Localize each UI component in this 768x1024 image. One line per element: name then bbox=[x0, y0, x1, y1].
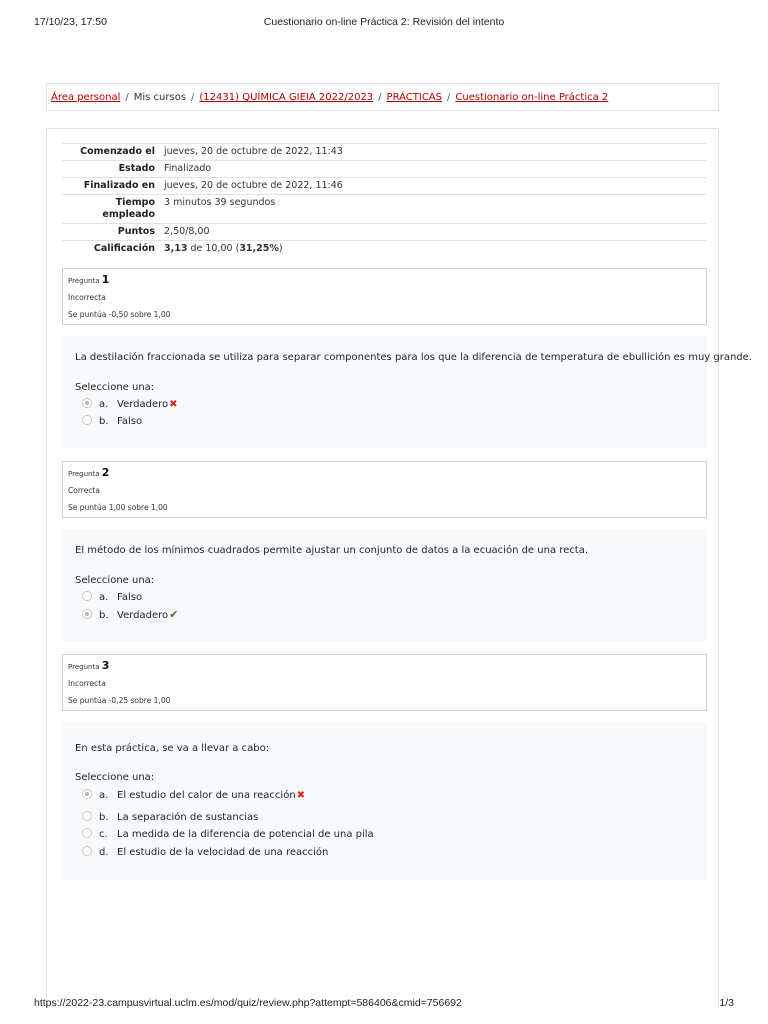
print-datetime: 17/10/23, 17:50 bbox=[34, 16, 107, 28]
answer-option[interactable] bbox=[82, 591, 142, 605]
time-label-line-1: Tiempo bbox=[115, 197, 155, 208]
answer-prompt: Seleccione una: bbox=[75, 575, 155, 586]
breadcrumb-separator: / bbox=[191, 92, 195, 103]
breadcrumb-separator: / bbox=[125, 92, 129, 103]
summary-row-time bbox=[62, 195, 707, 224]
option-text: Falso bbox=[117, 592, 143, 603]
summary-value: Finalizado bbox=[160, 161, 707, 178]
question-grade: Se puntúa 1,00 sobre 1,00 bbox=[68, 503, 168, 512]
radio-button[interactable] bbox=[82, 415, 92, 425]
option-letter: a. bbox=[99, 592, 109, 603]
summary-value: 2,50/8,00 bbox=[160, 224, 707, 241]
summary-row-finished bbox=[62, 178, 707, 195]
summary-value: jueves, 20 de octubre de 2022, 11:43 bbox=[160, 144, 707, 161]
breadcrumb bbox=[46, 83, 719, 111]
option-letter: a. bbox=[99, 399, 109, 410]
breadcrumb-course-link[interactable]: (12431) QUÍMICA GIEIA 2022/2023 bbox=[199, 92, 374, 103]
question-grade: Se puntúa -0,50 sobre 1,00 bbox=[68, 310, 171, 319]
breadcrumb-separator: / bbox=[447, 92, 451, 103]
question-number bbox=[68, 466, 109, 479]
answer-option[interactable] bbox=[82, 398, 178, 412]
radio-button[interactable] bbox=[82, 609, 92, 619]
summary-label: Puntos bbox=[62, 224, 160, 241]
breadcrumb-my-courses: Mis cursos bbox=[133, 92, 187, 103]
incorrect-icon: ✖ bbox=[296, 790, 306, 801]
option-text: Verdadero bbox=[117, 610, 169, 621]
question-grade: Se puntúa -0,25 sobre 1,00 bbox=[68, 696, 171, 705]
answer-option[interactable] bbox=[82, 828, 374, 842]
option-text: El estudio del calor de una reacción bbox=[117, 790, 296, 801]
radio-button[interactable] bbox=[82, 398, 92, 408]
question-label: Pregunta bbox=[68, 277, 100, 285]
grade-of: de 10,00 ( bbox=[190, 243, 240, 254]
question-state: Incorrecta bbox=[68, 293, 106, 302]
summary-label: Calificación bbox=[62, 241, 160, 258]
answer-option[interactable] bbox=[82, 811, 258, 825]
breadcrumb-quiz-link[interactable]: Cuestionario on-line Práctica 2 bbox=[455, 92, 609, 103]
question-state: Correcta bbox=[68, 486, 100, 495]
radio-button[interactable] bbox=[82, 591, 92, 601]
grade-percent: 31,25% bbox=[239, 243, 279, 254]
option-letter: b. bbox=[99, 610, 109, 621]
question-state: Incorrecta bbox=[68, 679, 106, 688]
question-label: Pregunta bbox=[68, 663, 100, 671]
question-info-box bbox=[62, 268, 707, 325]
radio-button[interactable] bbox=[82, 789, 92, 799]
breadcrumb-home-link[interactable]: Área personal bbox=[51, 92, 121, 103]
option-letter: d. bbox=[99, 847, 109, 858]
summary-label: Finalizado en bbox=[62, 178, 160, 195]
option-text: Verdadero bbox=[117, 399, 169, 410]
answer-option[interactable] bbox=[82, 789, 305, 803]
incorrect-icon: ✖ bbox=[169, 399, 178, 410]
answer-prompt: Seleccione una: bbox=[75, 772, 155, 783]
answer-option[interactable] bbox=[82, 415, 142, 429]
radio-button[interactable] bbox=[82, 811, 92, 821]
answer-option[interactable] bbox=[82, 608, 178, 622]
grade-close: ) bbox=[278, 243, 283, 254]
radio-button[interactable] bbox=[82, 828, 92, 838]
summary-value: jueves, 20 de octubre de 2022, 11:46 bbox=[160, 178, 707, 195]
question-content bbox=[62, 336, 752, 448]
question-text: En esta práctica, se va a llevar a cabo: bbox=[75, 743, 270, 754]
question-number-value: 1 bbox=[101, 273, 110, 286]
question-number bbox=[68, 659, 109, 672]
option-letter: b. bbox=[99, 812, 109, 823]
option-letter: a. bbox=[99, 790, 109, 801]
correct-icon: ✔ bbox=[169, 608, 179, 621]
summary-label: Estado bbox=[62, 161, 160, 178]
option-text: La separación de sustancias bbox=[117, 812, 259, 823]
question-content bbox=[62, 722, 707, 880]
question-info-box bbox=[62, 654, 707, 711]
summary-value bbox=[160, 241, 707, 258]
radio-button[interactable] bbox=[82, 846, 92, 856]
summary-value: 3 minutos 39 segundos bbox=[160, 195, 707, 224]
summary-label: Comenzado el bbox=[62, 144, 160, 161]
option-letter: c. bbox=[99, 829, 108, 840]
question-text: La destilación fraccionada se utiliza para separar componentes para los que la diferencia de temperatura de ebullición es muy grande. bbox=[75, 352, 752, 363]
question-text: El método de los mínimos cuadrados permite ajustar un conjunto de datos a la ecuación de una recta. bbox=[75, 545, 589, 556]
attempt-summary-table bbox=[62, 143, 707, 257]
summary-row-grade bbox=[62, 241, 707, 258]
print-page-number: 1/3 bbox=[719, 997, 734, 1009]
print-header bbox=[34, 16, 734, 30]
print-url: https://2022-23.campusvirtual.uclm.es/mod/quiz/review.php?attempt=586406&cmid=756692 bbox=[34, 997, 462, 1009]
answer-option[interactable] bbox=[82, 846, 328, 860]
summary-row-started bbox=[62, 144, 707, 161]
breadcrumb-separator: / bbox=[378, 92, 382, 103]
option-text: La medida de la diferencia de potencial de una pila bbox=[117, 829, 374, 840]
time-label-line-2: empleado bbox=[102, 209, 155, 220]
grade-score: 3,13 bbox=[164, 243, 188, 254]
option-letter: b. bbox=[99, 416, 109, 427]
option-text: El estudio de la velocidad de una reacción bbox=[117, 847, 329, 858]
question-info-box bbox=[62, 461, 707, 518]
question-label: Pregunta bbox=[68, 470, 100, 478]
question-number-value: 2 bbox=[101, 466, 110, 479]
print-footer bbox=[34, 997, 734, 1011]
option-text: Falso bbox=[117, 416, 143, 427]
summary-row-state bbox=[62, 161, 707, 178]
breadcrumb-section-link[interactable]: PRÁCTICAS bbox=[386, 92, 442, 103]
summary-label bbox=[62, 195, 160, 224]
question-number-value: 3 bbox=[101, 659, 110, 672]
print-title: Cuestionario on-line Práctica 2: Revisión del intento bbox=[263, 16, 505, 28]
summary-row-points bbox=[62, 224, 707, 241]
answer-prompt: Seleccione una: bbox=[75, 382, 155, 393]
question-content bbox=[62, 529, 707, 641]
question-number bbox=[68, 273, 109, 286]
